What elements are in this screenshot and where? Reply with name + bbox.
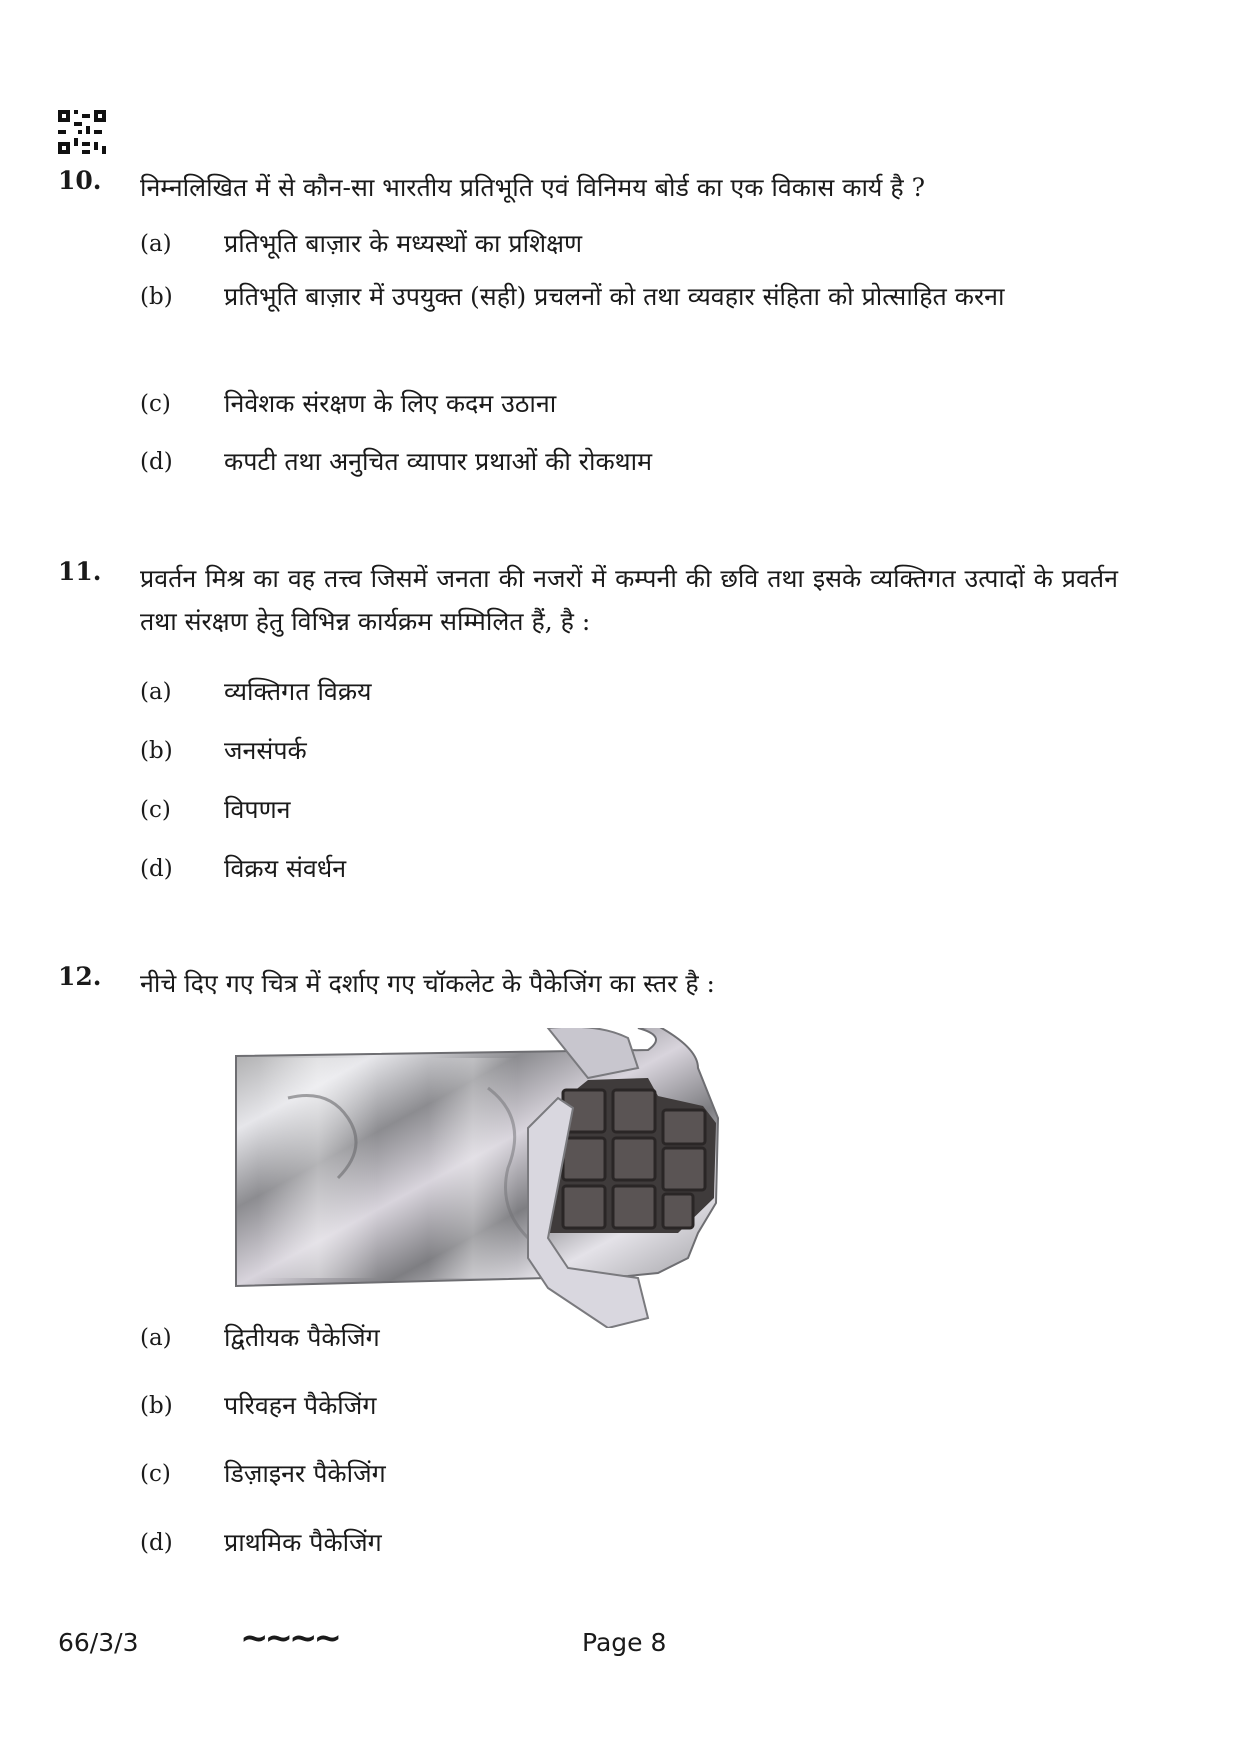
option-label: (a) — [140, 231, 172, 257]
option-text: निवेशक संरक्षण के लिए कदम उठाना — [224, 389, 557, 418]
tilde-ornament: ~~~~ — [240, 1618, 338, 1658]
paper-code: 66/3/3 — [58, 1628, 139, 1657]
question-number: 12. — [58, 962, 102, 991]
option-label: (d) — [140, 856, 173, 882]
question-text: निम्नलिखित में से कौन-सा भारतीय प्रतिभूति एवं विनिमय बोर्ड का एक विकास कार्य है ? — [140, 173, 926, 202]
question-text: नीचे दिए गए चित्र में दर्शाए गए चॉकलेट के पैकेजिंग का स्तर है : — [140, 969, 715, 998]
option-label: (b) — [140, 738, 173, 764]
option-text: प्रतिभूति बाज़ार में उपयुक्त (सही) प्रचलनों को तथा व्यवहार संहिता को प्रोत्साहित करना — [224, 282, 1005, 311]
option-text: डिज़ाइनर पैकेजिंग — [224, 1459, 386, 1488]
option-text: विक्रय संवर्धन — [224, 854, 347, 883]
option-text: द्वितीयक पैकेजिंग — [224, 1323, 380, 1352]
option-text: प्रतिभूति बाज़ार के मध्यस्थों का प्रशिक्षण — [224, 229, 583, 258]
page-number: Page 8 — [582, 1628, 667, 1657]
option-text: प्राथमिक पैकेजिंग — [224, 1528, 382, 1557]
option-text: व्यक्तिगत विक्रय — [224, 677, 372, 706]
qr-code-icon — [58, 110, 106, 154]
option-label: (b) — [140, 284, 173, 310]
option-text: जनसंपर्क — [224, 736, 307, 765]
option-label: (b) — [140, 1393, 173, 1419]
option-label: (c) — [140, 1461, 171, 1487]
option-text: विपणन — [224, 795, 291, 824]
question-text: प्रवर्तन मिश्र का वह तत्त्व जिसमें जनता की नजरों में कम्पनी की छवि तथा इसके व्यक्तिगत उत्पादों के प्रवर्तन तथा संरक्षण हेतु विभिन्न कार्यक्रम सम्मिलित हैं, है : — [140, 564, 1118, 636]
option-label: (c) — [140, 797, 171, 823]
chocolate-bar-in-foil-icon — [228, 1028, 780, 1328]
option-label: (d) — [140, 1530, 173, 1556]
option-label: (a) — [140, 679, 172, 705]
option-label: (d) — [140, 449, 173, 475]
question-number: 10. — [58, 166, 102, 195]
option-text: कपटी तथा अनुचित व्यापार प्रथाओं की रोकथाम — [224, 447, 653, 476]
option-label: (a) — [140, 1325, 172, 1351]
question-number: 11. — [58, 557, 102, 586]
option-text: परिवहन पैकेजिंग — [224, 1391, 377, 1420]
option-label: (c) — [140, 391, 171, 417]
